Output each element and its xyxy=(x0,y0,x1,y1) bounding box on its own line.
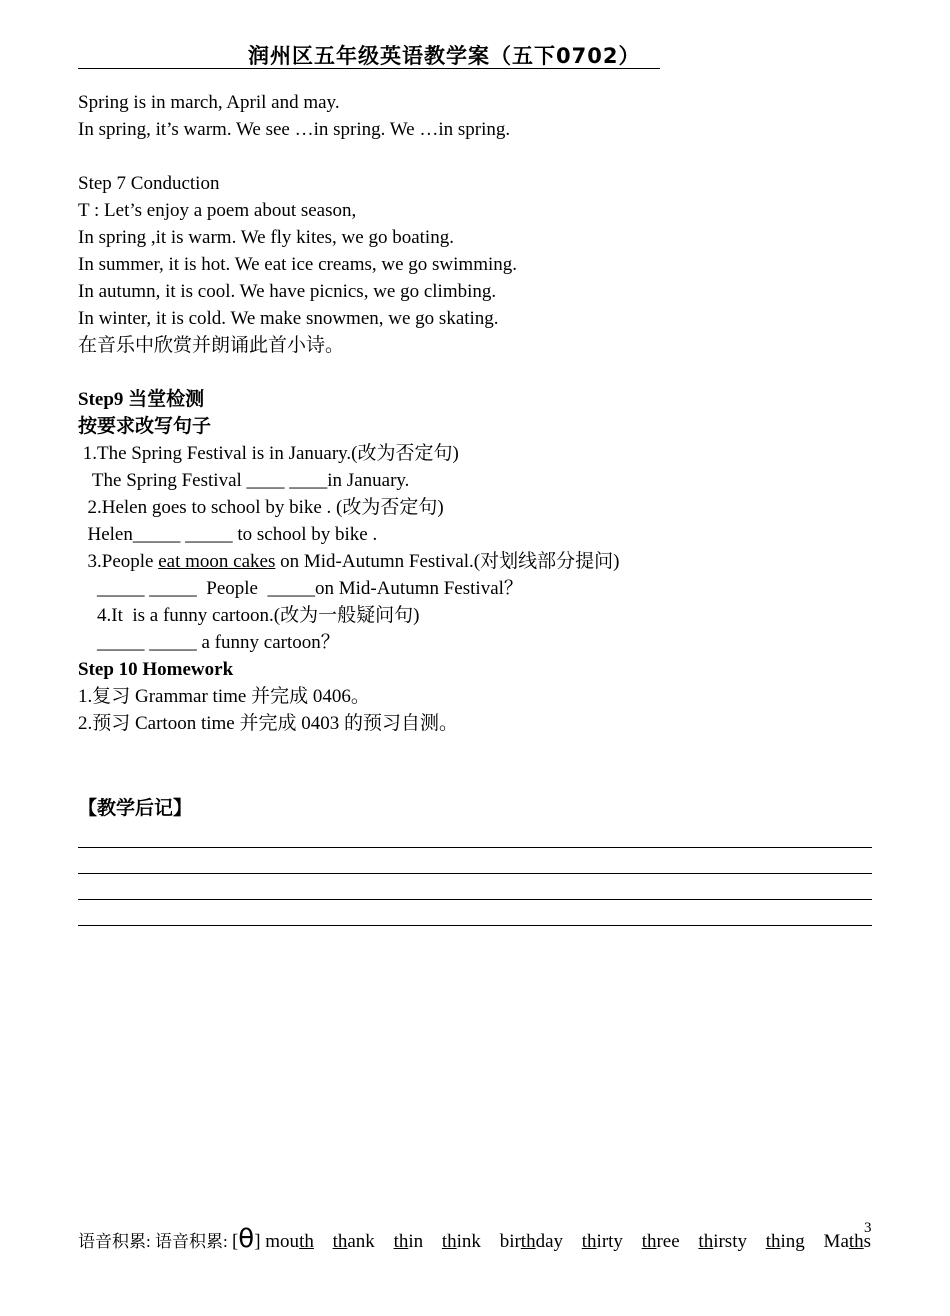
phonics-word xyxy=(766,1231,805,1252)
phonics-section xyxy=(78,1222,878,1259)
text-line: The Spring Festival ____ ____in January. xyxy=(78,470,410,491)
phonics-word xyxy=(442,1231,481,1252)
writing-line[interactable] xyxy=(78,900,872,926)
word-part: in xyxy=(408,1231,424,1252)
text-line: In autumn, it is cool. We have picnics, we go climbing. xyxy=(78,281,497,302)
text-line xyxy=(78,143,878,170)
phonics-word xyxy=(824,1231,872,1252)
word-part: mou xyxy=(265,1231,300,1252)
word-part: ank xyxy=(347,1231,375,1252)
text-line: Step 7 Conduction xyxy=(78,173,220,194)
text-segment: 3.People xyxy=(78,551,159,572)
bracket: ] xyxy=(254,1231,261,1252)
document-body xyxy=(78,89,878,926)
word-part: ing xyxy=(780,1231,805,1252)
text-line: T : Let’s enjoy a poem about season, xyxy=(78,200,357,221)
th-sound: th xyxy=(520,1231,536,1252)
text-line: Spring is in march, April and may. xyxy=(78,92,340,113)
text-line: Step 10 Homework xyxy=(78,659,234,680)
page-number: 3 xyxy=(864,1220,872,1236)
text-line: 2.Helen goes to school by bike . (改为否定句) xyxy=(78,497,444,518)
text-line: 1.The Spring Festival is in January.(改为否定句) xyxy=(78,443,459,464)
text-line: _____ _____ People _____on Mid-Autumn Festival？ xyxy=(78,578,523,599)
word-part: day xyxy=(535,1231,564,1252)
text-line xyxy=(78,359,878,386)
phonics-word xyxy=(698,1231,747,1252)
writing-line[interactable] xyxy=(78,874,872,900)
text-line: Step9 当堂检测 xyxy=(78,389,205,410)
text-line: 4.It is a funny cartoon.(改为一般疑问句) xyxy=(78,605,420,626)
text-line: Helen_____ _____ to school by bike . xyxy=(78,524,378,545)
word-part: ink xyxy=(456,1231,481,1252)
text-line: 按要求改写句子 xyxy=(78,416,212,437)
th-sound: th xyxy=(332,1231,348,1252)
text-line: 1.复习 Grammar time 并完成 0406。 xyxy=(78,686,370,707)
text-line: In winter, it is cold. We make snowmen, we go skating. xyxy=(78,308,499,329)
th-sound: th xyxy=(765,1231,781,1252)
th-sound: th xyxy=(441,1231,457,1252)
text-line: _____ _____ a funny cartoon？ xyxy=(78,632,340,653)
underlined-phrase: eat moon cakes xyxy=(158,551,276,572)
text-line: 2.预习 Cartoon time 并完成 0403 的预习自测。 xyxy=(78,713,458,734)
phonics-word xyxy=(500,1231,563,1252)
th-sound: th xyxy=(698,1231,714,1252)
th-sound: th xyxy=(848,1231,864,1252)
phonics-label: 语音积累: 语音积累: xyxy=(78,1232,232,1251)
word-part: irsty xyxy=(713,1231,747,1252)
text-line: In summer, it is hot. We eat ice creams, we go swimming. xyxy=(78,254,518,275)
text-line xyxy=(78,548,878,575)
text-segment: on Mid-Autumn Festival.(对划线部分提问) xyxy=(275,551,620,572)
text-line: In spring ,it is warm. We fly kites, we go boating. xyxy=(78,227,454,248)
word-part: irty xyxy=(596,1231,623,1252)
phonics-word xyxy=(642,1231,680,1252)
th-sound: th xyxy=(299,1231,314,1252)
phonetic-symbol: θ xyxy=(238,1224,255,1254)
bracket: [ xyxy=(231,1231,239,1252)
word-part: Ma xyxy=(823,1231,849,1252)
phonics-word xyxy=(582,1231,623,1252)
text-line: In spring, it’s warm. We see …in spring. We …in spring. xyxy=(78,119,511,140)
th-sound: th xyxy=(393,1231,409,1252)
th-sound: th xyxy=(641,1231,657,1252)
writing-line[interactable] xyxy=(78,822,872,848)
phonics-word xyxy=(394,1231,424,1252)
word-part: s xyxy=(863,1231,872,1252)
th-sound: th xyxy=(581,1231,597,1252)
notes-title: 【教学后记】 xyxy=(78,798,193,819)
page-header xyxy=(78,40,660,69)
phonics-word xyxy=(333,1231,375,1252)
phonics-word xyxy=(265,1231,314,1252)
word-part: bir xyxy=(499,1231,521,1252)
word-part: ree xyxy=(656,1231,680,1252)
header-title: 润州区五年级英语教学案（五下0702） xyxy=(248,44,641,68)
text-line: 在音乐中欣赏并朗诵此首小诗。 xyxy=(78,335,345,356)
writing-line[interactable] xyxy=(78,848,872,874)
